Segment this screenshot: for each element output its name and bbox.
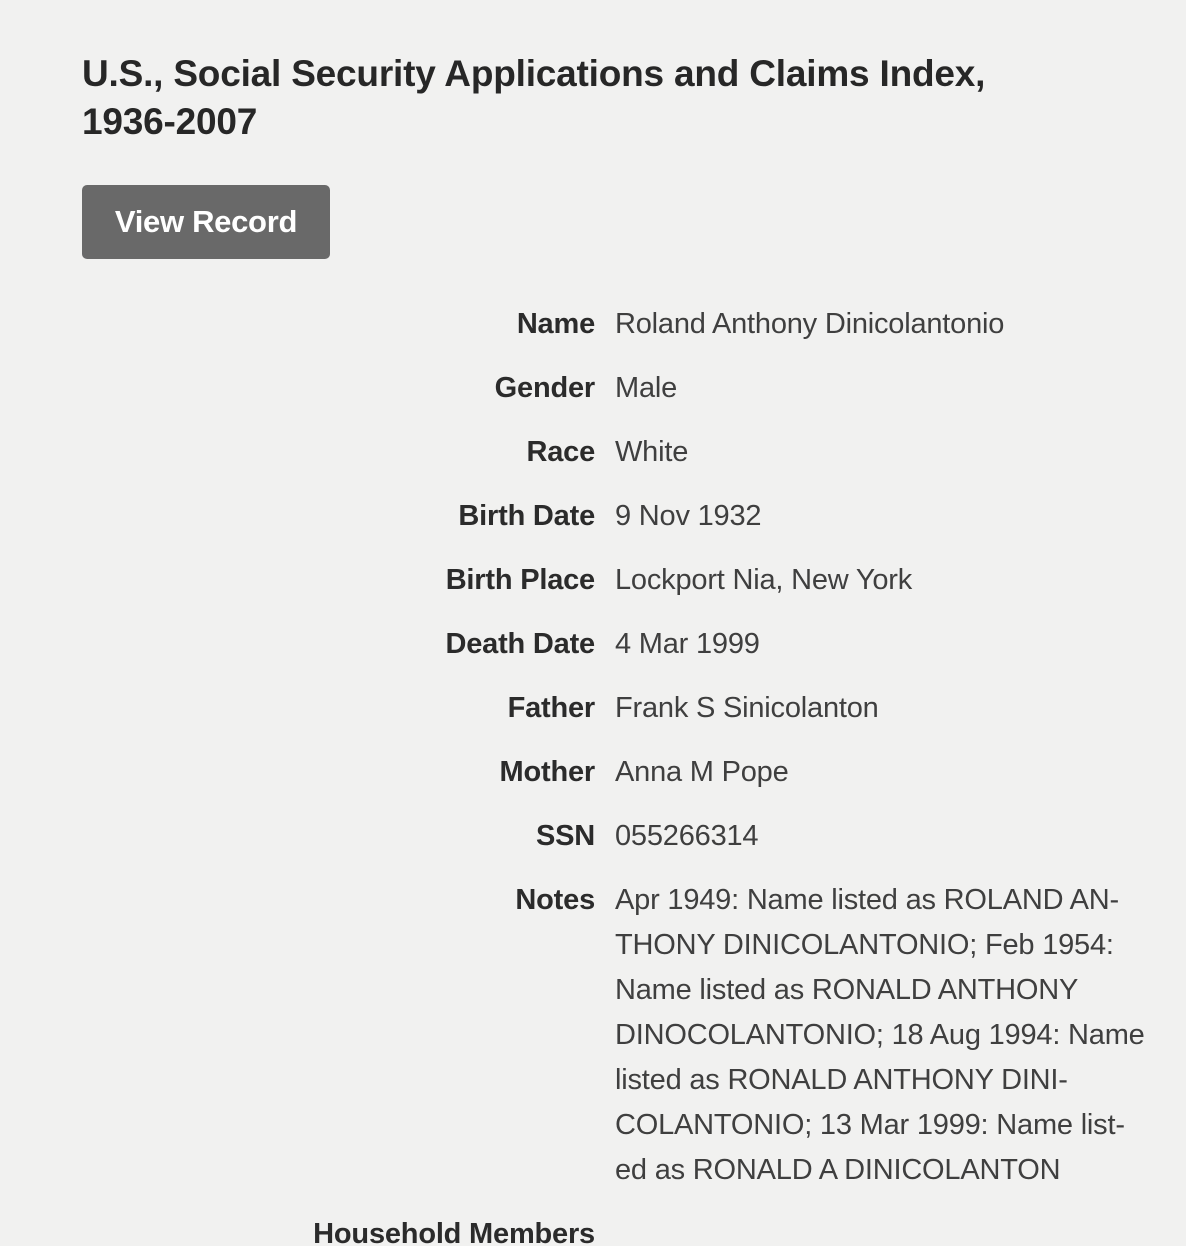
field-value-line: Apr 1949: Name listed as ROLAND AN- xyxy=(615,884,1119,916)
field-value-line: COLANTONIO; 13 Mar 1999: Name list- xyxy=(615,1109,1125,1141)
field-value: Frank S Sinicolanton xyxy=(615,692,879,724)
collection-title: U.S., Social Security Applications and Claims Index, 1936-2007 xyxy=(82,53,986,142)
record-table xyxy=(0,302,1186,1246)
record-field-row xyxy=(0,622,1186,667)
field-label: Mother xyxy=(499,756,595,788)
view-record-button[interactable]: View Record xyxy=(82,185,330,259)
field-label: SSN xyxy=(535,820,595,852)
field-value: 9 Nov 1932 xyxy=(615,500,762,532)
field-value: Male xyxy=(615,372,678,404)
field-label: Father xyxy=(507,692,595,724)
field-value: Lockport Nia, New York xyxy=(615,564,913,596)
field-value-line: THONY DINICOLANTONIO; Feb 1954: xyxy=(615,929,1114,961)
record-field-row xyxy=(0,878,1186,1193)
household-members-header: Household Members xyxy=(313,1218,595,1246)
field-label: Death Date xyxy=(445,628,595,660)
record-field-row xyxy=(0,686,1186,731)
field-value: 4 Mar 1999 xyxy=(615,628,760,660)
field-value-line: DINOCOLANTONIO; 18 Aug 1994: Name xyxy=(615,1019,1145,1051)
field-value: White xyxy=(615,436,689,468)
field-value: Anna M Pope xyxy=(615,756,789,788)
record-field-row xyxy=(0,366,1186,411)
field-value xyxy=(615,878,1166,1193)
field-value-line: ed as RONALD A DINICOLANTON xyxy=(615,1154,1061,1186)
record-field-row xyxy=(0,494,1186,539)
record-field-row xyxy=(0,430,1186,475)
field-label: Notes xyxy=(515,884,595,916)
field-value-line: Name listed as RONALD ANTHONY xyxy=(615,974,1079,1006)
field-value: 055266314 xyxy=(615,820,759,852)
record-field-row xyxy=(0,558,1186,603)
household-members-section xyxy=(0,1212,1186,1246)
field-value-line: listed as RONALD ANTHONY DINI- xyxy=(615,1064,1068,1096)
field-value: Roland Anthony Dinicolantonio xyxy=(615,308,1005,340)
field-label: Race xyxy=(526,436,595,468)
field-label: Gender xyxy=(494,372,595,404)
record-field-row xyxy=(0,750,1186,795)
field-label: Birth Place xyxy=(445,564,595,596)
field-label: Birth Date xyxy=(458,500,595,532)
field-label: Name xyxy=(516,308,595,340)
record-field-row xyxy=(0,302,1186,347)
record-field-row xyxy=(0,814,1186,859)
